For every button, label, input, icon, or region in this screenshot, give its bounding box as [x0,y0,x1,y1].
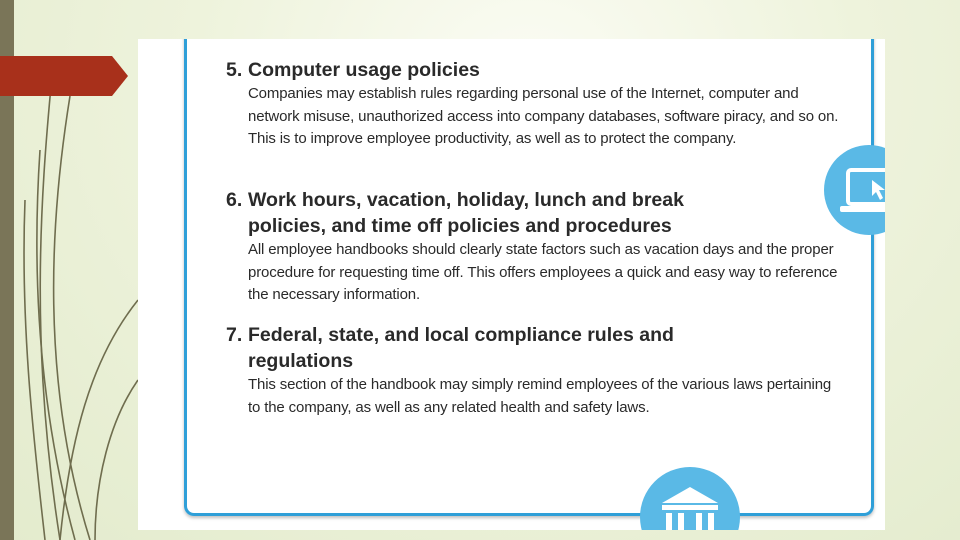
handbook-page-image [138,39,885,530]
section-title: Federal, state, and local compliance rules and regulations [248,324,674,372]
section-title: Computer usage policies [248,59,480,81]
section-body: All employee handbooks should clearly state factors such as vacation days and the proper procedure for requesting time off. This offers employees a quick and easy way to reference the necessary information. [248,241,838,304]
section-number: 7. [226,324,243,346]
section-number: 6. [226,189,243,211]
section-heading [226,187,846,239]
accent-arrow-tab [0,56,128,96]
section-body: This section of the handbook may simply remind employees of the various laws pertaining to the company, as well as any related health and safety laws. [248,376,832,416]
section-heading [226,57,846,83]
section-number: 5. [226,59,243,81]
section-6 [226,187,846,307]
laptop-cursor-icon [824,140,885,240]
section-7 [226,322,846,419]
section-body: Companies may establish rules regarding personal use of the Internet, computer and network misuse, unauthorized access into company databases, software piracy, and so on. This is to improve employee productivity, as well as to protect the company. [248,85,839,148]
section-heading [226,322,846,374]
section-title: Work hours, vacation, holiday, lunch and break policies, and time off policies and procedures [248,189,684,237]
bank-building-icon [638,465,742,530]
section-5 [226,57,846,151]
